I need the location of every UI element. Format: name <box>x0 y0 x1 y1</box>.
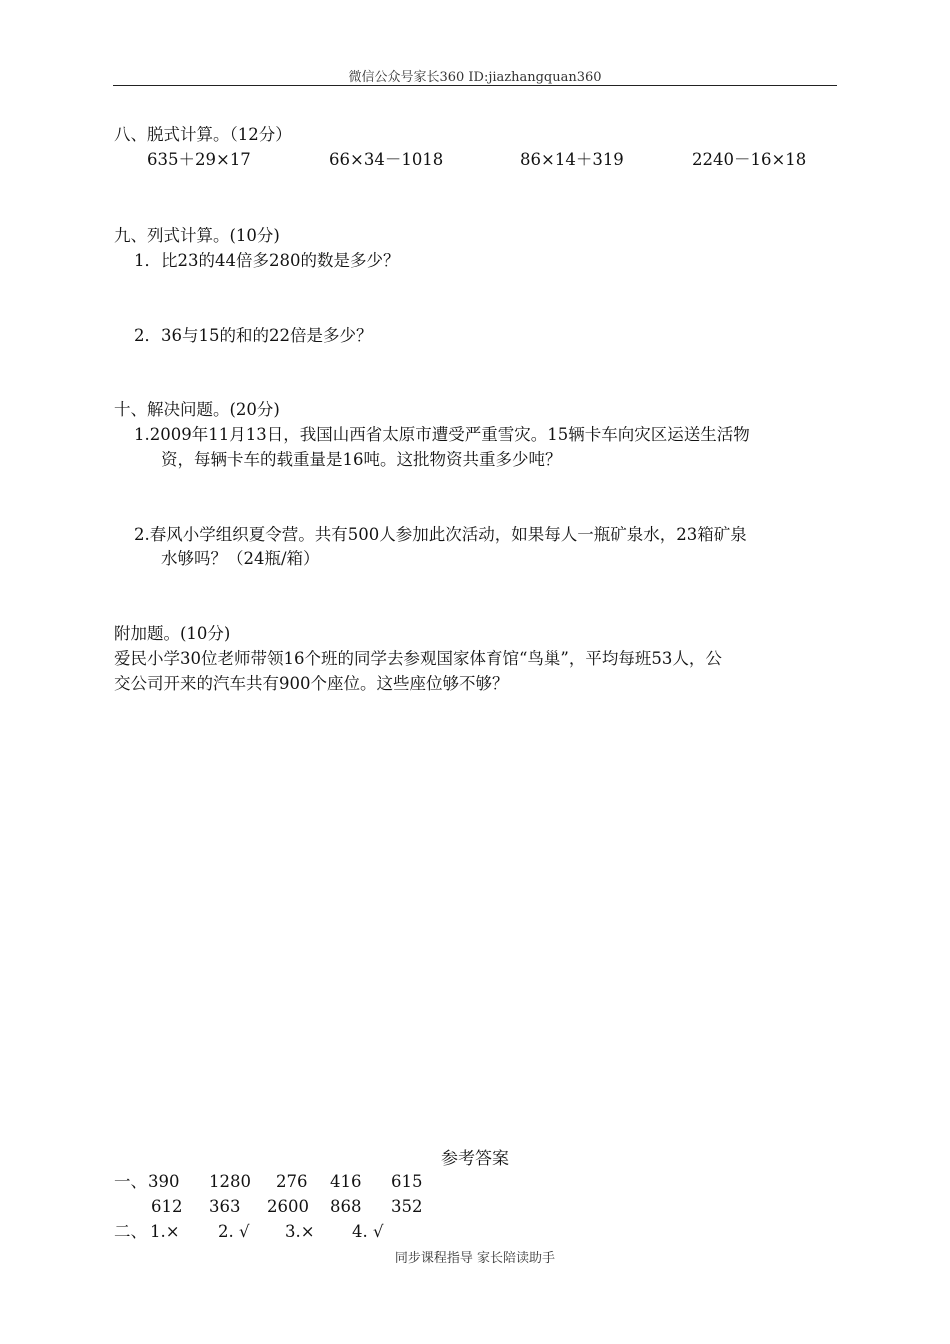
answer-row3-label: 二、 <box>114 1222 147 1241</box>
answer-value: 1.× <box>150 1222 180 1241</box>
section9-title: 九、列式计算。(10分) <box>114 226 280 245</box>
answer-value: 615 <box>391 1172 423 1191</box>
answer-value: 352 <box>391 1197 423 1216</box>
bonus-title: 附加题。(10分) <box>114 624 231 643</box>
section10-title: 十、解决问题。(20分) <box>114 400 280 419</box>
answer-value: 4. √ <box>352 1222 384 1241</box>
page-header: 微信公众号家长360 ID:jiazhangquan360 <box>348 70 602 85</box>
answer-value: 2600 <box>267 1197 309 1216</box>
section9-question-1: 1．比23的44倍多280的数是多少？ <box>134 251 400 270</box>
bonus-line-1: 爱民小学30位老师带领16个班的同学去参观国家体育馆“鸟巢”，平均每班53人，公 <box>114 649 722 668</box>
expression-1: 635＋29×17 <box>147 150 251 169</box>
expression-4: 2240－16×18 <box>692 150 807 169</box>
section9-question-2: 2．36与15的和的22倍是多少？ <box>134 326 373 345</box>
answer-value: 2. √ <box>218 1222 250 1241</box>
expression-3: 86×14＋319 <box>520 150 624 169</box>
answer-value: 1280 <box>209 1172 251 1191</box>
answer-key-title: 参考答案 <box>441 1149 509 1169</box>
answer-value: 363 <box>209 1197 241 1216</box>
section10-question-1-line-1: 1.2009年11月13日，我国山西省太原市遭受严重雪灾。15辆卡车向灾区运送生活物 <box>134 425 750 444</box>
answer-value: 416 <box>330 1172 362 1191</box>
section8-title: 八、脱式计算。（12分） <box>114 125 292 144</box>
answer-value: 3.× <box>285 1222 315 1241</box>
section10-question-1-line-2: 资，每辆卡车的载重量是16吨。这批物资共重多少吨？ <box>161 450 562 469</box>
expression-2: 66×34－1018 <box>329 150 444 169</box>
answer-value: 276 <box>276 1172 308 1191</box>
answer-value: 612 <box>151 1197 183 1216</box>
section10-question-2-line-1: 2.春风小学组织夏令营。共有500人参加此次活动，如果每人一瓶矿泉水，23箱矿泉 <box>134 525 747 544</box>
answer-value: 868 <box>330 1197 362 1216</box>
section10-question-2-line-2: 水够吗？（24瓶/箱） <box>161 549 320 568</box>
answer-value: 390 <box>148 1172 180 1191</box>
bonus-line-2: 交公司开来的汽车共有900个座位。这些座位够不够？ <box>114 674 509 693</box>
header-divider <box>113 85 837 86</box>
page-footer: 同步课程指导 家长陪读助手 <box>394 1251 556 1266</box>
answer-row1-label: 一、 <box>114 1172 147 1191</box>
